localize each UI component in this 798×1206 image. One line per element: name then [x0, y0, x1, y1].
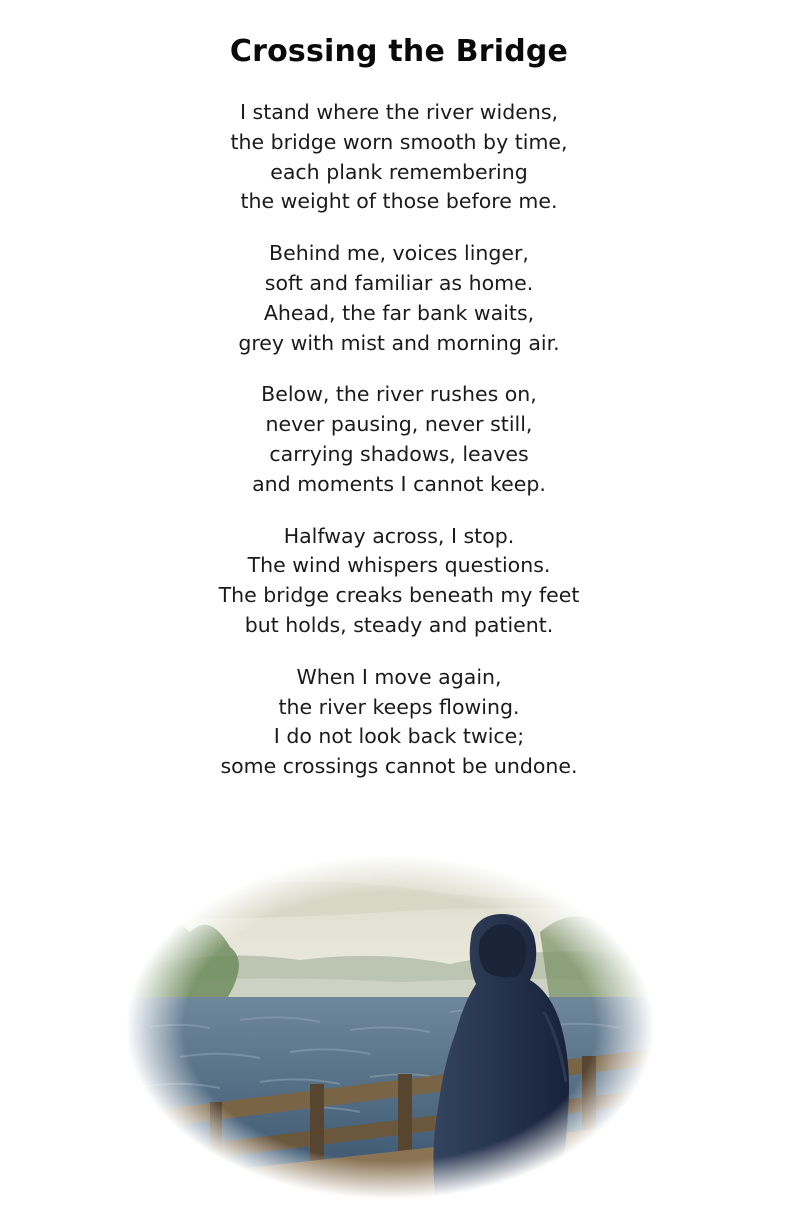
poem-line: some crossings cannot be undone. — [220, 754, 578, 779]
poem-line: The bridge creaks beneath my feet — [218, 583, 580, 608]
stanza-4 — [0, 522, 798, 641]
poem-line: the weight of those before me. — [240, 189, 558, 214]
poem-line: Behind me, voices linger, — [269, 241, 529, 266]
poem-line: each plank remembering — [270, 159, 528, 184]
river-bridge-illustration — [120, 852, 660, 1202]
stanza-5 — [0, 663, 798, 782]
poem-line: and moments I cannot keep. — [252, 471, 546, 496]
right-trees — [540, 911, 660, 1012]
poem-line: soft and familiar as home. — [264, 270, 534, 295]
poem-line: but holds, steady and patient. — [244, 612, 554, 637]
poem-line: the river keeps flowing. — [278, 694, 520, 719]
poem-line: I do not look back twice; — [273, 724, 525, 749]
poem-line: When I move again, — [296, 664, 502, 689]
poem-line: carrying shadows, leaves — [269, 441, 529, 466]
poem-line: Halfway across, I stop. — [283, 523, 515, 548]
stanza-2 — [0, 239, 798, 358]
poem-line: Below, the river rushes on, — [261, 382, 537, 407]
stanza-3 — [0, 380, 798, 499]
poem-line: I stand where the river widens, — [239, 100, 559, 124]
poem-line: The wind whispers questions. — [247, 553, 551, 578]
poem-line: grey with mist and morning air. — [238, 330, 560, 355]
poem-line: the bridge worn smooth by time, — [230, 129, 568, 154]
poem-title: Crossing the Bridge — [229, 34, 569, 69]
stanza-1 — [0, 98, 798, 217]
poem-line: Ahead, the far bank waits, — [263, 300, 535, 325]
poem-line: never pausing, never still, — [265, 412, 533, 437]
poem-body — [0, 98, 798, 804]
